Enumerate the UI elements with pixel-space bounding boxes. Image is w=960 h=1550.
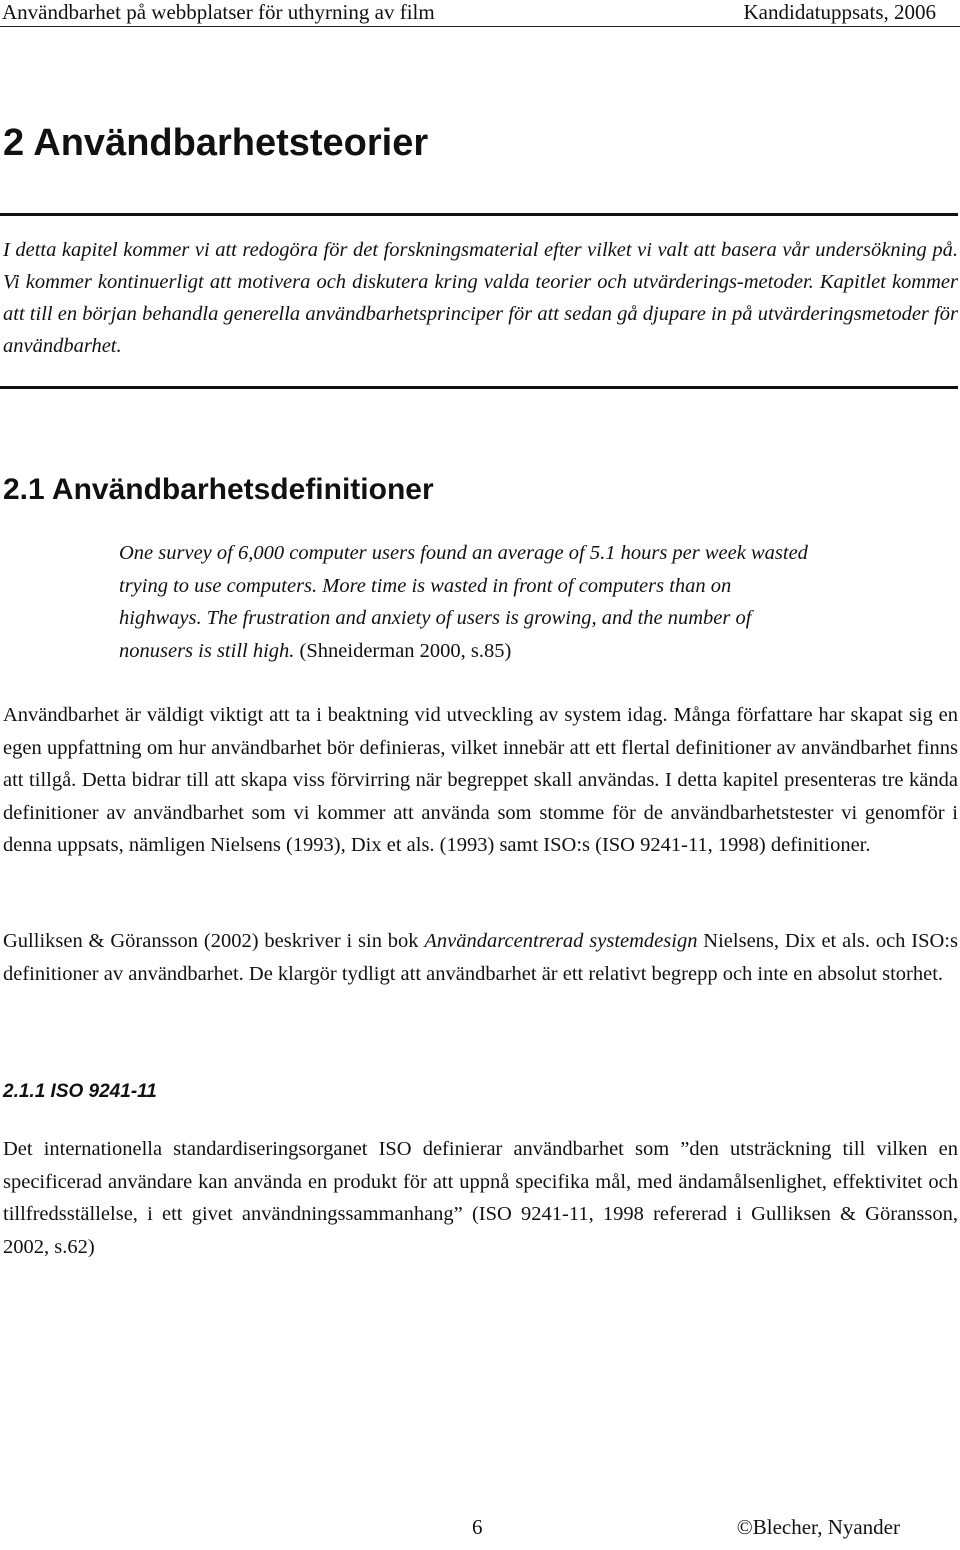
abstract-top-rule [0, 213, 958, 216]
book-title: Användarcentrerad systemdesign [424, 930, 698, 952]
paragraph-text-before: Gulliksen & Göransson (2002) beskriver i sin bok [3, 930, 419, 952]
body-paragraph-iso: Det internationella standardiseringsorganet ISO definierar användbarhet som ”den utsträckning till vilken en specificerad användare kan använda en produkt för att uppnå specifika mål, med ändamålsenlighet, effektivitet och tillfredsställelse, i ett givet användningssammanhang” (ISO 9241-11, 1998 refererad i Gulliksen & Göransson, 2002, s.62) [3, 1138, 958, 1258]
quote-text: One survey of 6,000 computer users found an average of 5.1 hours per week wasted trying to use computers. More time is wasted in front of computers than on highways. The frustration and anxiety of users is growing, and the number of nonusers is still high. [119, 542, 808, 662]
block-quote [119, 537, 809, 667]
paragraph-text-after: Nielsens, Dix et als. och ISO:s definitioner av användbarhet. De klargör tydligt att användbarhet är ett relativt begrepp och inte en absolut storhet. [3, 930, 958, 985]
section-title: 2.1 Användbarhetsdefinitioner [3, 473, 434, 506]
abstract-bottom-rule [0, 386, 958, 389]
page-number: 6 [472, 1515, 483, 1539]
chapter-title: 2 Användbarhetsteorier [3, 122, 429, 164]
copyright-notice: ©Blecher, Nyander [736, 1515, 900, 1539]
chapter-abstract: I detta kapitel kommer vi att redogöra för det forskningsmaterial efter vilket vi valt att basera vår undersökning på. Vi kommer kontinuerligt att motivera och diskutera kring valda teorier och utvärderings-metoder. Kapitlet kommer att till en början behandla generella användbarhetsprinciper för att sedan gå djupare in på utvärderingsmetoder för användbarhet. [3, 239, 958, 357]
subsection-title: 2.1.1 ISO 9241-11 [3, 1081, 157, 1102]
body-paragraph-definitions: Användbarhet är väldigt viktigt att ta i beaktning vid utveckling av system idag. Många författare har skapat sig en egen uppfattning om hur användbarhet bör definieras, vilket innebär att ett flertal definitioner av användbarhet finns att tillgå. Detta bidrar till att skapa viss förvirring när begreppet skall användas. I detta kapitel presenteras tre kända definitioner av användbarhet som vi kommer att använda som stomme för de användbarhetstester vi genomför i denna uppsats, nämligen Nielsens (1993), Dix et als. (1993) samt ISO:s (ISO 9241-11, 1998) definitioner. [3, 704, 958, 856]
running-header [0, 0, 960, 27]
quote-citation: (Shneiderman 2000, s.85) [299, 639, 512, 662]
page-footer [0, 1513, 960, 1543]
body-paragraph-gulliksen [3, 925, 958, 990]
header-document-type: Kandidatuppsats, 2006 [743, 0, 936, 24]
header-document-title: Användbarhet på webbplatser för uthyrning av film [2, 0, 435, 24]
